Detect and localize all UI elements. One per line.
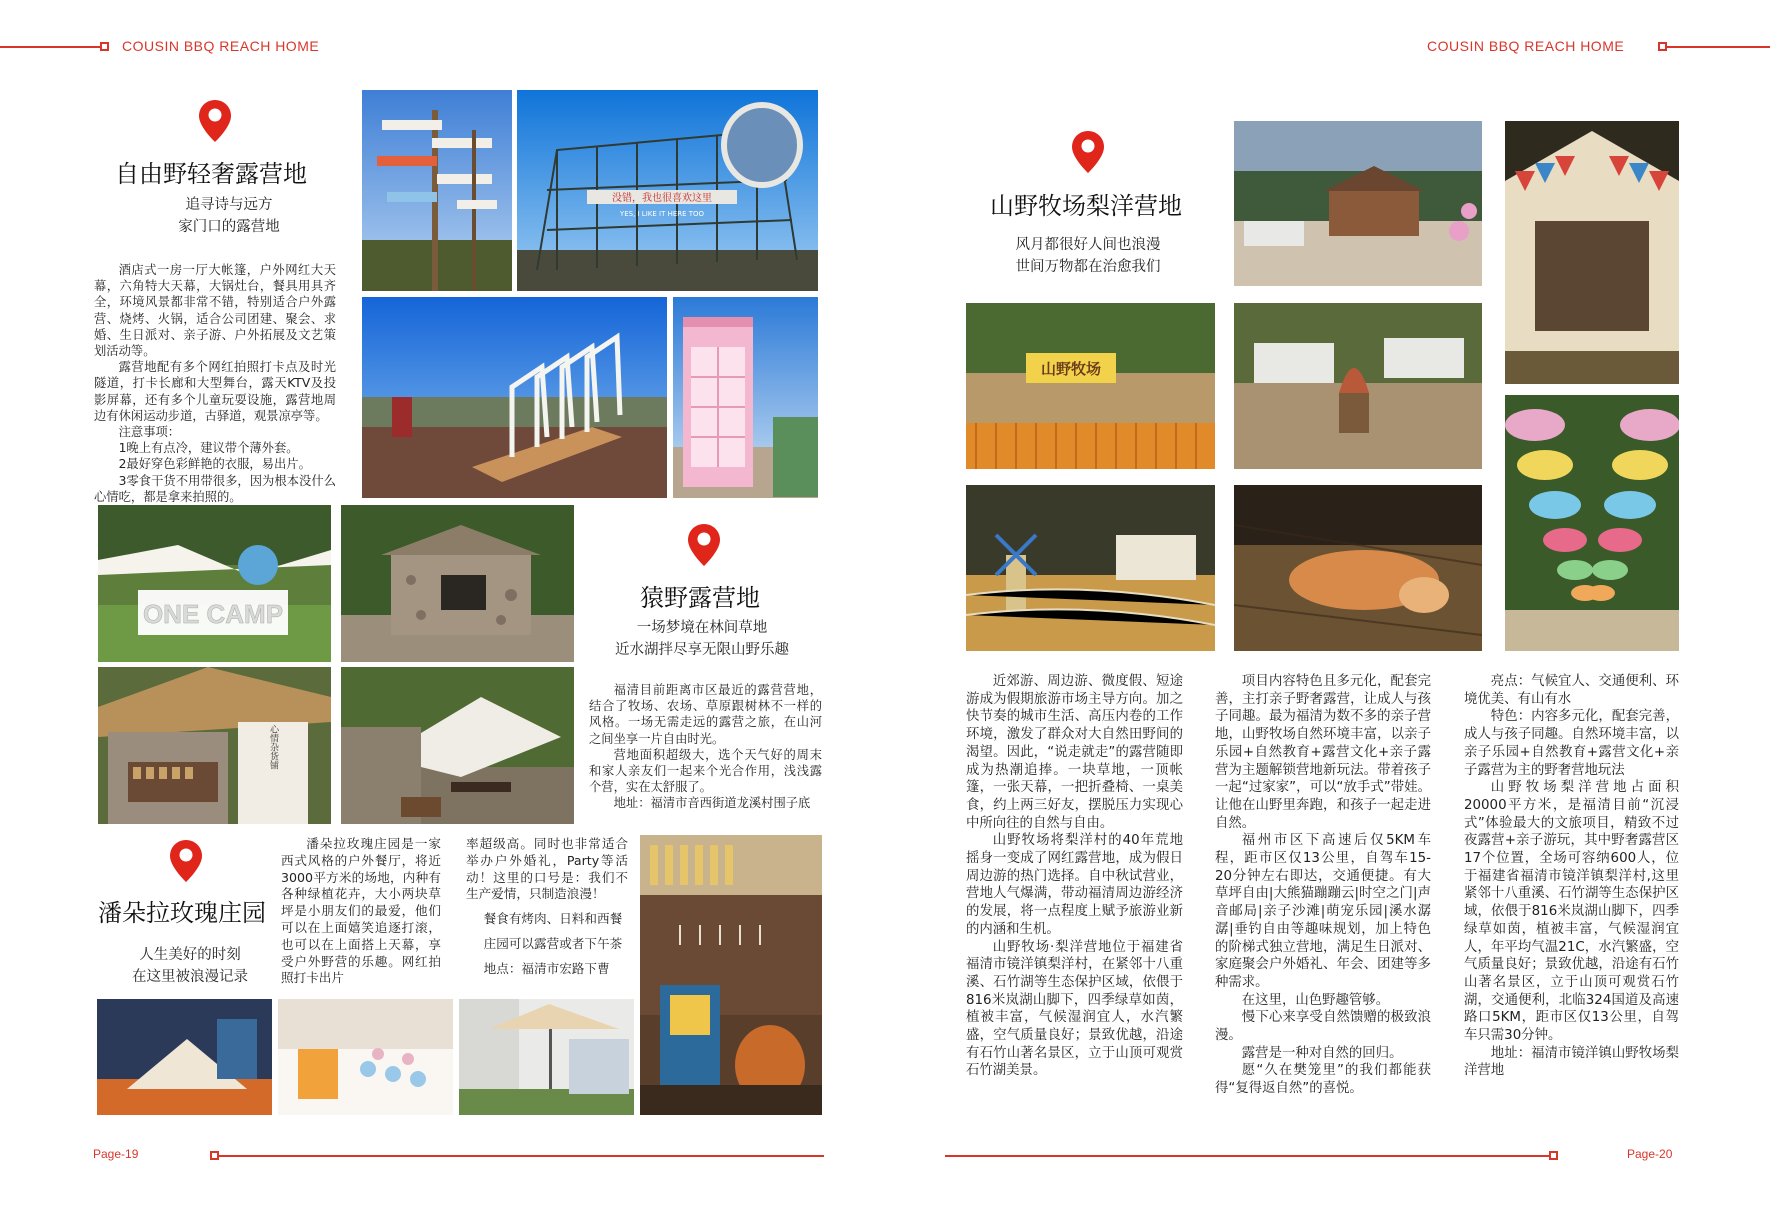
location-pin-icon (197, 98, 233, 144)
ranch-sign-text: 山野牧场 (1040, 360, 1102, 378)
section-title-yuanye: 猿野露营地 (640, 584, 760, 612)
paragraph: 福州市区下高速后仅5KM车程，距市区仅13公里，自驾车15-20分钟左右即达，交通便捷。有大草坪自由|大熊猫蹦蹦云|时空之门|声音邮局|亲子沙滩|萌宠乐园|溪水潺潺|垂钓自由等趣味规划，加上特色的阶梯式独立营地，满足生日派对、家庭聚会户外婚礼、年会、团建等多种需求。 (1215, 833, 1431, 990)
subtitle-line: 追寻诗与远方 (185, 197, 273, 213)
paragraph: 福清目前距离市区最近的露营营地，结合了牧场、农场、草原跟树林不一样的风格。一场无需走远的露营之旅，在山河之间坐享一片自由时光。 (589, 683, 822, 746)
paragraph: 地点：福清市宏路下曹 (483, 960, 610, 976)
section-subtitle-shanye (990, 234, 1186, 278)
paragraph: 慢下心来享受自然馈赠的极致浪漫。 (1215, 1010, 1431, 1044)
section-body-shanye-col1 (966, 673, 1183, 1080)
page-number-left: Page-19 (93, 1147, 139, 1161)
paragraph: 露营地配有多个网红拍照打卡点及时光隧道，打卡长廊和大型舞台，露天KTV及投影屏幕，还有多个儿童玩耍设施，露营地周边有休闲运动步道，古驿道，观景凉亭等。 (94, 360, 336, 423)
gate-sign-cn: 没错，我也很喜欢这里 (612, 193, 712, 204)
paragraph: 山野牧场梨洋营地占面积20000平方米，是福清目前“沉浸式”体验最大的文旅项目，精致不过夜露营+亲子游玩，其中野奢露营区17个位置，全场可容纳600人，位于福建省福清市镜洋镇梨洋村,这里紧邻十八重溪、石竹湖等生态保护区域，依偎于816米岚湖山脚下，四季绿草如茵，植被丰富，气候湿润宜人，年平均气温21C，水汽繁盛，空气质量良好；景致优越，沿途有石竹山著名景区，立于山顶可观赏石竹湖，交通便利，北临324国道及高速路口5KM，距市区仅13公里，自驾车只需30分钟。 (1464, 780, 1679, 1044)
section-subtitle-ziyou (144, 194, 314, 238)
paragraph: 山野牧场·梨洋营地位于福建省福清市镜洋镇梨洋村，在紧邻十八重溪、石竹湖等生态保护区域，依偎于816米岚湖山脚下，四季绿草如茵，植被丰富，气候湿润宜人，水汽繁盛，空气质量良好；景致优越，沿途有石竹山著名景区，立于山顶可观赏石竹湖美景。 (966, 939, 1183, 1079)
paragraph: 酒店式一房一厅大帐篷，户外网红大天幕，六角特大天幕，大锅灶台，餐具用具齐全，环境风景都非常不错，特别适合户外露营、烧烤、火锅，适合公司团建、聚会、求婚、生日派对、亲子游、户外拓展及文艺策划活动等。 (94, 263, 336, 359)
paragraph: 庄园可以露营或者下午茶 (483, 935, 623, 951)
header-square-left (100, 42, 109, 51)
paragraph: 特色：内容多元化，配套完善，成人与孩子同趣。自然环境丰富，以亲子乐园+自然教育+露营文化+亲子露营为主的野奢营地玩法 (1464, 709, 1679, 778)
header-text-left: COUSIN BBQ REACH HOME (122, 38, 320, 54)
subtitle-line: 世间万物都在治愈我们 (1015, 259, 1161, 275)
section-body-ziyou (94, 262, 336, 521)
section-body-panduola-col1 (281, 836, 441, 987)
section-title-shanye: 山野牧场梨洋营地 (990, 192, 1182, 220)
photo-camp-overview (1234, 303, 1482, 469)
paragraph: 地址：福清市镜洋镇山野牧场梨洋营地 (1464, 1045, 1679, 1079)
paragraph: 营地面积超级大，选个天气好的周末和家人亲友们一起来个光合作用，浅浅露个营，实在太舒服了。 (589, 747, 822, 795)
subtitle-line: 风月都很好人间也浪漫 (1015, 237, 1161, 253)
shop-banner-text: 心情杂货铺 (268, 724, 278, 770)
section-body-shanye-col3 (1464, 673, 1679, 1080)
section-title-ziyou: 自由野轻奢露营地 (115, 160, 307, 188)
photo-time-tunnel (362, 297, 667, 498)
section-subtitle-yuanye (602, 617, 802, 661)
photo-bar-counter (640, 835, 822, 1115)
photo-one-camp (98, 505, 331, 662)
paragraph: 率超级高。同时也非常适合举办户外婚礼，Party等活动！这里的口号是：我们不生产爱情，只制造浪漫！ (466, 836, 628, 902)
header-rule-left (0, 46, 100, 48)
paragraph: 地址：福清市音西街道龙溪村围子底 (613, 796, 811, 811)
footer-square-left (210, 1151, 219, 1160)
paragraph: 亮点：气候宜人、交通便利、环境优美、有山有水 (1464, 674, 1679, 707)
footer-rule-right (945, 1155, 1553, 1157)
paragraph: 露营是一种对自然的回归。 (1241, 1045, 1403, 1061)
paragraph: 近郊游、周边游、微度假、短途游成为假期旅游市场主导方向。加之快节奏的城市生活、高压内卷的工作环境，激发了群众对大自然田野间的渴望。因此，“说走就走”的露营随即成为热潮追捧。一块草地，一顶帐篷，一张天幕，一把折叠椅、一桌美食，约上两三好友，摆脱压力实现心中所向往的自然与自由。 (966, 674, 1183, 831)
photo-stone-hut (341, 505, 574, 662)
paragraph: 愿“久在樊笼里”的我们都能获得“复得返自然”的喜悦。 (1215, 1063, 1431, 1097)
photo-signpost (362, 90, 512, 291)
subtitle-line: 一场梦境在林间草地 (636, 620, 768, 636)
photo-wooden-cabin (1234, 121, 1482, 286)
header-square-right (1658, 42, 1667, 51)
photo-welcome-gate (517, 90, 818, 291)
paragraph: 2最好穿色彩鲜艳的衣服，易出片。 (118, 457, 311, 472)
footer-rule-left (214, 1155, 824, 1157)
section-title-panduola: 潘朵拉玫瑰庄园 (98, 899, 266, 927)
photo-windmill (966, 485, 1215, 651)
page-number-right: Page-20 (1627, 1147, 1673, 1161)
photo-ranch-sign (966, 303, 1215, 469)
paragraph: 山野牧场将梨洋村的40年荒地摇身一变成了网红露营地，成为假日周边游的热门选择。自中秋试营业，营地人气爆满，带动福清周边游经济的发展，将一点程度上赋予旅游业新的内涵和生机。 (966, 833, 1183, 937)
photo-dining-table (278, 999, 453, 1115)
location-pin-icon (1070, 129, 1106, 175)
subtitle-line: 在这里被浪漫记录 (132, 969, 248, 985)
location-pin-icon (686, 522, 722, 568)
section-subtitle-panduola (110, 944, 270, 988)
section-body-shanye-col2 (1215, 673, 1431, 1098)
header-text-right: COUSIN BBQ REACH HOME (1427, 38, 1625, 54)
footer-square-right (1549, 1151, 1558, 1160)
photo-garden-umbrella (459, 999, 634, 1115)
paragraph: 餐食有烤肉、日料和西餐 (483, 911, 623, 927)
photo-canopy-lawn (341, 667, 574, 824)
subtitle-line: 人生美好的时刻 (139, 947, 241, 963)
section-body-yuanye (589, 682, 822, 812)
paragraph: 项目内容特色且多元化，配套完善，主打亲子野奢露营，让成人与孩子同趣。最为福清为数不多的亲子营地，山野牧场自然环境丰富，以亲子乐园+自然教育+露营文化+亲子露营为主题解锁营地新玩法。带着孩子一起“过家家”，可以“放手式”带娃。让他在山野里奔跑，和孩子一起走进自然。 (1215, 674, 1431, 831)
location-pin-icon (168, 838, 204, 884)
photo-phone-booth (673, 297, 818, 498)
header-rule-right (1667, 46, 1770, 48)
paragraph: 1晚上有点冷，建议带个薄外套。 (118, 441, 299, 456)
one-camp-sign: ONE CAMP (142, 599, 284, 629)
photo-umbrella-corridor (1505, 395, 1679, 651)
paragraph: 注意事项： (118, 425, 181, 440)
photo-canvas-tent (1505, 121, 1679, 384)
photo-tent-lawn (97, 999, 272, 1115)
subtitle-line: 家门口的露营地 (178, 219, 280, 235)
section-body-panduola-col2 (466, 836, 628, 978)
subtitle-line: 近水湖拌尽享无限山野乐趣 (615, 642, 789, 658)
paragraph: 潘朵拉玫瑰庄园是一家西式风格的户外餐厅，将近3000平方米的场地，内种有各种绿植花卉，大小两块草坪是小朋友们的最爱，他们可以在上面嬉笑追逐打滚，也可以在上面搭上天幕，享受户外野营的乐趣。网红拍照打卡出片 (281, 836, 441, 986)
paragraph: 3零食干货不用带很多，因为根本没什么心情吃，都是拿来拍照的。 (94, 473, 336, 504)
paragraph: 在这里，山色野趣管够。 (1241, 992, 1390, 1008)
gate-sign-en: YES, I LIKE IT HERE TOO (619, 210, 705, 218)
photo-grocery-shop (98, 667, 331, 824)
photo-fox-lying (1234, 485, 1482, 651)
